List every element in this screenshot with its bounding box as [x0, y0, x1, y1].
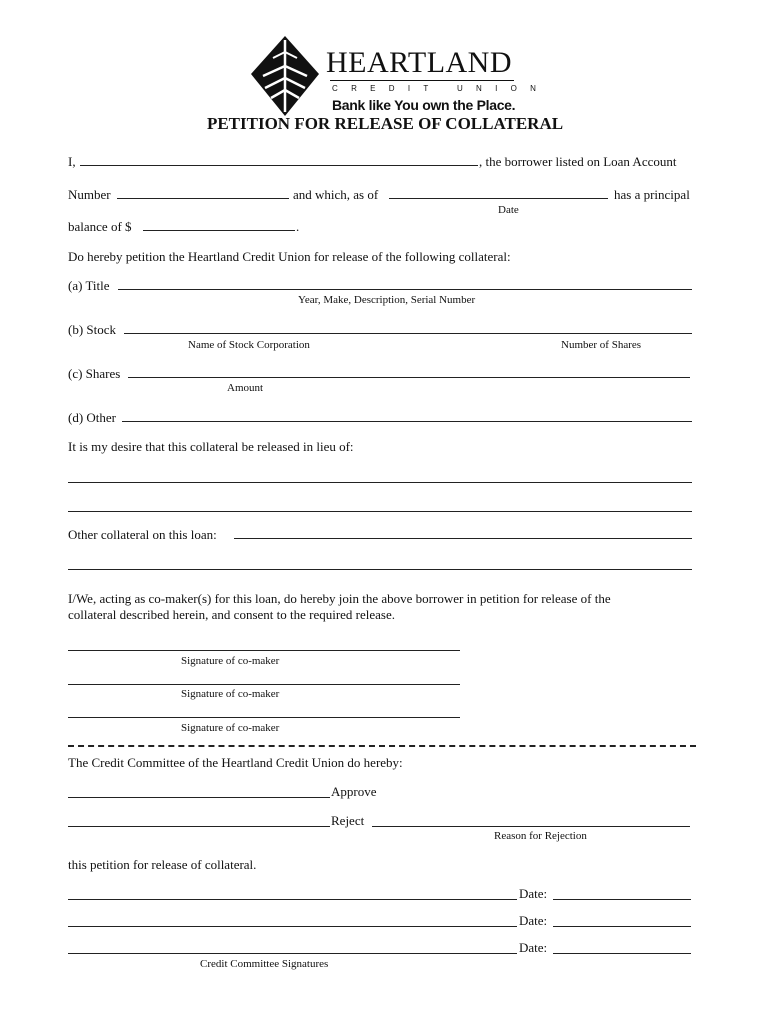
brand-divider: [330, 80, 514, 81]
as-of-label: and which, as of: [293, 187, 379, 202]
comaker-statement-line-2: collateral described herein, and consent to the required release.: [68, 607, 396, 622]
loan-account-number-field[interactable]: [117, 198, 289, 199]
committee-signature-field-2[interactable]: [68, 926, 517, 927]
reject-field[interactable]: [68, 826, 330, 827]
stock-shares-caption: Number of Shares: [561, 339, 642, 351]
number-label: Number: [68, 187, 111, 202]
heartland-leaf-logo-icon: [251, 36, 319, 116]
page-title: PETITION FOR RELEASE OF COLLATERAL: [206, 114, 564, 133]
borrower-prefix: I,: [68, 154, 76, 169]
committee-date-field-1[interactable]: [553, 899, 691, 900]
approve-field[interactable]: [68, 797, 330, 798]
comaker-signature-field-2[interactable]: [68, 684, 460, 685]
other-field[interactable]: [122, 421, 692, 422]
committee-signature-field-3[interactable]: [68, 953, 517, 954]
shares-amount-caption: Amount: [227, 382, 264, 394]
comaker-signature-caption-2: Signature of co-maker: [181, 688, 280, 700]
committee-signature-field-1[interactable]: [68, 899, 517, 900]
brand-name: HEARTLAND: [326, 46, 513, 79]
petition-closing: this petition for release of collateral.: [68, 857, 257, 872]
committee-date-field-2[interactable]: [553, 926, 691, 927]
stock-label: (b) Stock: [68, 322, 117, 337]
committee-date-field-3[interactable]: [553, 953, 691, 954]
petition-statement: Do hereby petition the Heartland Credit Union for release of the following collateral:: [68, 249, 511, 264]
other-collateral-line-2[interactable]: [68, 569, 692, 570]
comaker-signature-caption-3: Signature of co-maker: [181, 722, 280, 734]
title-caption: Year, Make, Description, Serial Number: [298, 294, 476, 306]
comaker-statement-line-1: I/We, acting as co-maker(s) for this loan, do hereby join the above borrower in petition for release of the: [68, 591, 611, 606]
comaker-signature-caption-1: Signature of co-maker: [181, 655, 280, 667]
committee-statement: The Credit Committee of the Heartland Credit Union do hereby:: [68, 755, 403, 770]
other-collateral-field[interactable]: [234, 538, 692, 539]
other-label: (d) Other: [68, 410, 117, 425]
committee-date-label-1: Date:: [519, 886, 548, 901]
brand-tagline: Bank like You own the Place.: [332, 97, 516, 113]
reject-label: Reject: [331, 813, 365, 828]
comaker-signature-field-3[interactable]: [68, 717, 460, 718]
reason-for-rejection-field[interactable]: [372, 826, 690, 827]
date-caption: Date: [498, 204, 519, 216]
as-of-date-field[interactable]: [389, 198, 608, 199]
reason-caption: Reason for Rejection: [494, 830, 587, 842]
in-lieu-of-line-1[interactable]: [68, 482, 692, 483]
stock-name-caption: Name of Stock Corporation: [188, 339, 310, 351]
committee-date-label-3: Date:: [519, 940, 548, 955]
desire-statement: It is my desire that this collateral be released in lieu of:: [68, 439, 354, 454]
balance-period: .: [296, 219, 300, 234]
balance-field[interactable]: [143, 230, 295, 231]
borrower-suffix: , the borrower listed on Loan Account: [479, 154, 677, 169]
comaker-signature-field-1[interactable]: [68, 650, 460, 651]
title-label: (a) Title: [68, 278, 110, 293]
borrower-name-field[interactable]: [80, 165, 478, 166]
title-field[interactable]: [118, 289, 692, 290]
shares-field[interactable]: [128, 377, 690, 378]
brand-subtitle: CREDIT UNION: [332, 84, 550, 93]
stock-field[interactable]: [124, 333, 692, 334]
shares-label: (c) Shares: [68, 366, 121, 381]
other-collateral-label: Other collateral on this loan:: [68, 527, 217, 542]
approve-label: Approve: [331, 784, 377, 799]
balance-label: balance of $: [68, 219, 132, 234]
principal-label: has a principal: [614, 187, 690, 202]
committee-signatures-caption: Credit Committee Signatures: [200, 958, 329, 970]
section-divider: [68, 745, 696, 747]
in-lieu-of-line-2[interactable]: [68, 511, 692, 512]
committee-date-label-2: Date:: [519, 913, 548, 928]
